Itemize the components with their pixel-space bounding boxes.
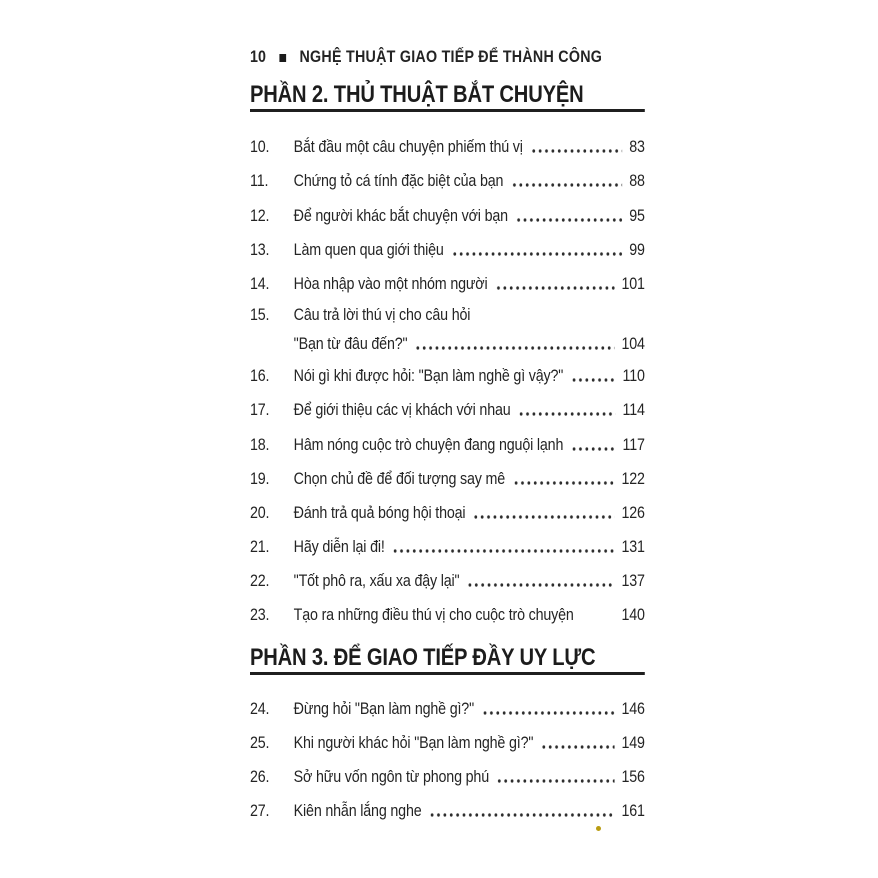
entry-page-number: 117 xyxy=(622,434,645,454)
entry-number: 13. xyxy=(250,239,270,259)
entry-number: 20. xyxy=(250,502,270,522)
entry-page-number: 114 xyxy=(622,400,645,420)
toc-entry xyxy=(250,299,645,330)
scan-speck xyxy=(596,826,601,831)
entry-number: 27. xyxy=(250,801,270,821)
dot-leader xyxy=(451,252,622,256)
toc-entry xyxy=(250,391,645,425)
entry-page-number: 137 xyxy=(621,571,645,591)
toc-content xyxy=(250,0,645,826)
entry-number: 22. xyxy=(250,571,270,591)
section-items xyxy=(250,689,645,826)
entry-number: 25. xyxy=(250,732,270,752)
entry-page-number: 110 xyxy=(622,366,645,386)
entry-title: "Tốt phô ra, xấu xa đậy lại" xyxy=(293,571,460,591)
dot-leader xyxy=(571,447,616,451)
toc-entry xyxy=(250,196,645,230)
toc-entry xyxy=(250,758,645,792)
dot-leader xyxy=(513,481,615,485)
entry-title: Bắt đầu một câu chuyện phiếm thú vị xyxy=(293,137,523,157)
entry-page-number: 101 xyxy=(621,273,645,293)
entry-page-number: 99 xyxy=(629,239,645,259)
dot-leader xyxy=(473,515,615,519)
entry-title: Kiên nhẫn lắng nghe xyxy=(293,801,422,821)
entry-number: 19. xyxy=(250,468,270,488)
entry-title: Đánh trả quả bóng hội thoại xyxy=(293,502,466,522)
entry-title: Hòa nhập vào một nhóm người xyxy=(293,273,488,293)
entry-number: 24. xyxy=(250,698,270,718)
running-page-number: 10 xyxy=(250,47,266,66)
toc-entry xyxy=(250,357,645,391)
entry-number: 21. xyxy=(250,537,270,557)
entry-page-number: 131 xyxy=(621,537,645,557)
entry-number: 10. xyxy=(250,137,270,157)
entry-title: Tạo ra những điều thú vị cho cuộc trò chuyện xyxy=(293,605,574,625)
entry-page-number: 140 xyxy=(621,605,645,625)
toc-entry xyxy=(250,330,645,357)
entry-page-number: 126 xyxy=(621,502,645,522)
toc-entry xyxy=(250,494,645,528)
book-title: NGHỆ THUẬT GIAO TIẾP ĐỂ THÀNH CÔNG xyxy=(299,47,603,66)
dot-leader xyxy=(530,149,622,153)
entry-page-number: 149 xyxy=(621,732,645,752)
toc-entry xyxy=(250,425,645,459)
toc-entry xyxy=(250,689,645,723)
toc-entry xyxy=(250,128,645,162)
dot-leader xyxy=(429,813,615,817)
dot-leader xyxy=(495,286,615,290)
dot-leader xyxy=(515,218,622,222)
entry-number: 15. xyxy=(250,304,270,324)
entry-number: 12. xyxy=(250,205,270,225)
dot-leader xyxy=(415,346,615,350)
dot-leader xyxy=(571,378,616,382)
entry-number: 23. xyxy=(250,605,270,625)
entry-number: 11. xyxy=(250,171,269,191)
toc-section xyxy=(250,81,645,630)
entry-page-number: 146 xyxy=(621,698,645,718)
entry-title: Chọn chủ đề để đối tượng say mê xyxy=(293,468,506,488)
entry-title: Để giới thiệu các vị khách với nhau xyxy=(293,400,511,420)
entry-title: Câu trả lời thú vị cho câu hỏi xyxy=(293,304,471,324)
dot-leader xyxy=(392,549,615,553)
toc-entry xyxy=(250,562,645,596)
dot-leader xyxy=(518,412,616,416)
entry-title: Hãy diễn lại đi! xyxy=(293,537,385,557)
entry-title: Khi người khác hỏi "Bạn làm nghề gì?" xyxy=(293,732,534,752)
entry-page-number: 88 xyxy=(629,171,645,191)
entry-title: Đừng hỏi "Bạn làm nghề gì?" xyxy=(293,698,474,718)
entry-title: Sở hữu vốn ngôn từ phong phú xyxy=(293,767,489,786)
entry-page-number: 83 xyxy=(629,137,645,157)
dot-leader xyxy=(482,711,615,715)
section-heading: PHẦN 2. THỦ THUẬT BẮT CHUYỆN xyxy=(250,84,645,112)
dot-leader xyxy=(497,779,615,783)
entry-page-number: 156 xyxy=(621,767,645,786)
entry-title: "Bạn từ đâu đến?" xyxy=(293,333,408,353)
toc-entry xyxy=(250,596,645,630)
square-bullet-icon xyxy=(279,54,286,62)
section-heading: PHẦN 3. ĐỂ GIAO TIẾP ĐẦY UY LỰC xyxy=(250,647,645,675)
toc-sections xyxy=(250,81,645,826)
entry-title: Hâm nóng cuộc trò chuyện đang nguội lạnh xyxy=(293,434,564,454)
section-items xyxy=(250,128,645,630)
toc-section xyxy=(250,644,645,826)
entry-page-number: 95 xyxy=(629,205,645,225)
entry-page-number: 104 xyxy=(621,333,645,353)
entry-page-number: 161 xyxy=(621,801,645,821)
toc-entry xyxy=(250,460,645,494)
toc-entry xyxy=(250,231,645,265)
entry-number: 14. xyxy=(250,273,270,293)
dot-leader xyxy=(467,583,615,587)
running-header xyxy=(250,47,645,67)
toc-entry xyxy=(250,528,645,562)
entry-title: Nói gì khi được hỏi: "Bạn làm nghề gì vậy?" xyxy=(293,366,564,386)
entry-page-number: 122 xyxy=(621,468,645,488)
dot-leader xyxy=(541,745,615,749)
entry-number: 18. xyxy=(250,434,270,454)
entry-number: 16. xyxy=(250,366,270,386)
entry-title: Để người khác bắt chuyện với bạn xyxy=(293,205,508,225)
toc-entry xyxy=(250,265,645,299)
entry-title: Làm quen qua giới thiệu xyxy=(293,239,444,259)
entry-number: 26. xyxy=(250,767,270,786)
entry-title: Chứng tỏ cá tính đặc biệt của bạn xyxy=(293,171,504,191)
dot-leader xyxy=(511,183,623,187)
entry-number: 17. xyxy=(250,400,270,420)
toc-entry xyxy=(250,162,645,196)
toc-entry xyxy=(250,792,645,826)
toc-entry xyxy=(250,724,645,758)
